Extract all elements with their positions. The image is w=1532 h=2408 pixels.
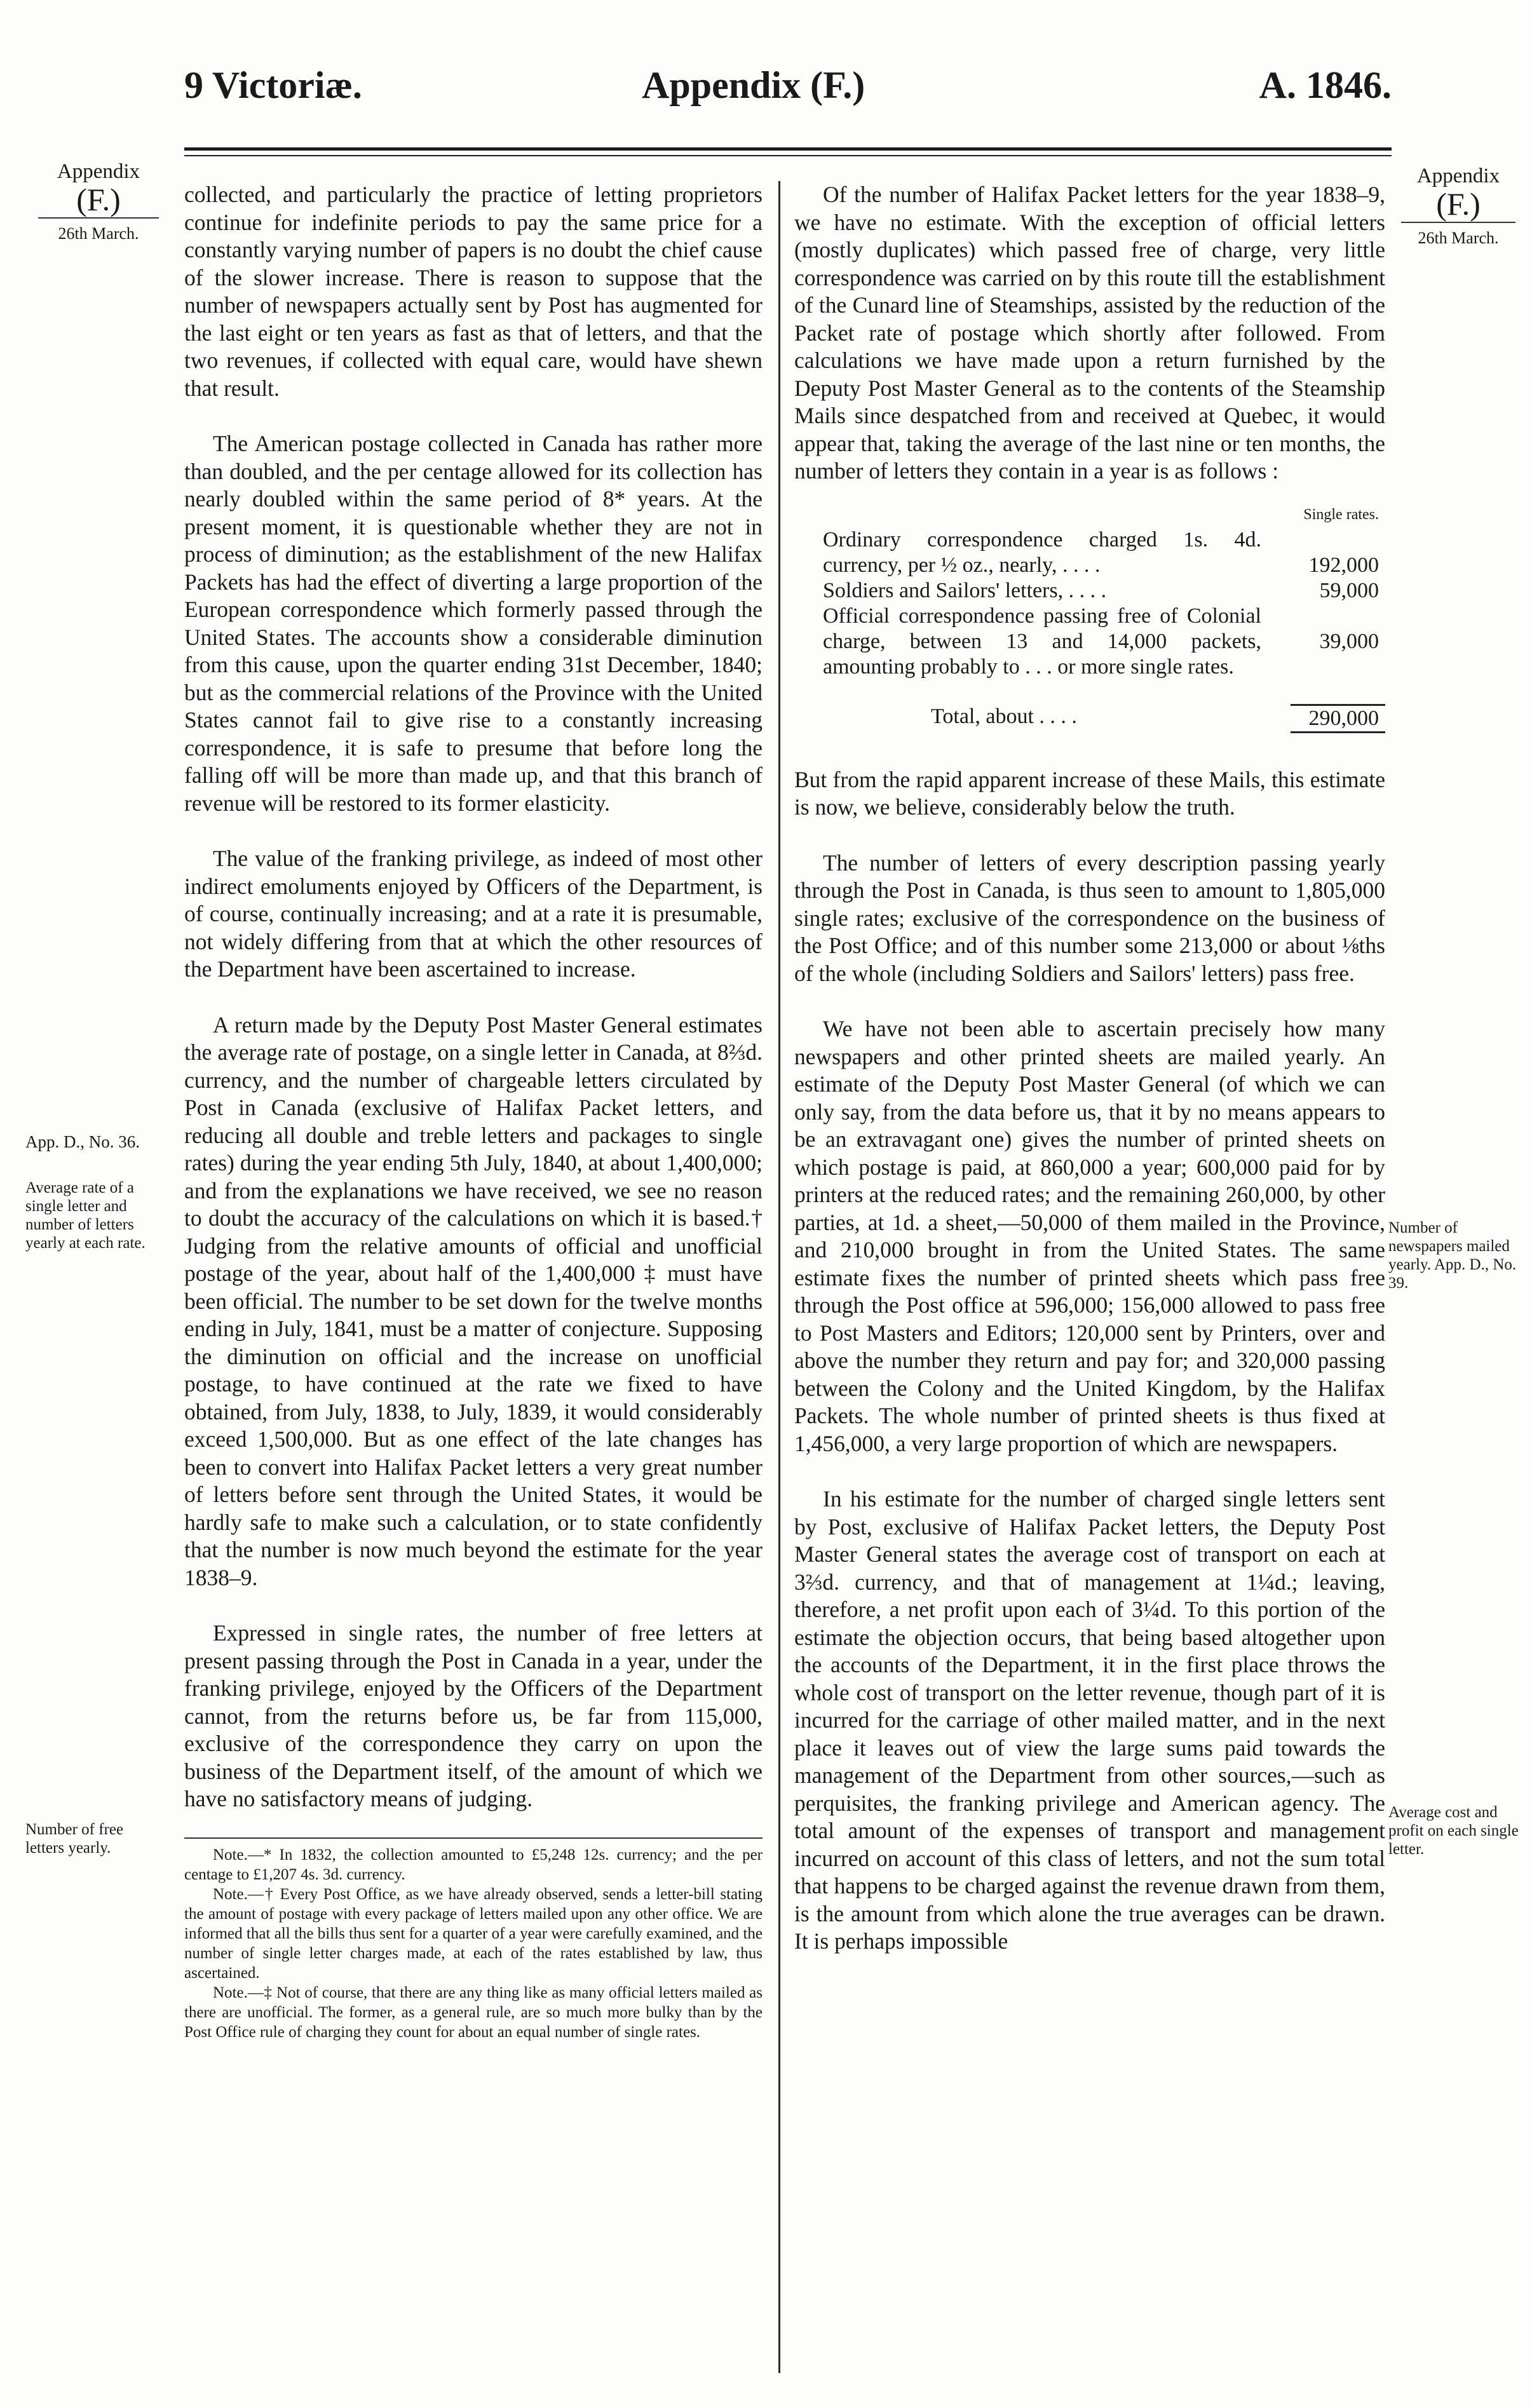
paragraph: Of the number of Halifax Packet letters for the year 1838–9, we have no estimate. With the exception of official letters (mostly duplicates) which passed free of charge, very little correspondence was carried on by this route till the establishment of the Cunard line of Steamships, assisted by the reduction of the Packet rate of postage which shortly after followed. From calculations we have made upon a return furnished by the Deputy Post Master General as to the contents of the Steamship Mails since despatched from and received at Quebec, it would appear that, taking the average of the last nine or ten months, the number of letters they contain in a year is as follows : [794,182,1385,484]
rates-label: Ordinary correspondence charged 1s. 4d. currency, per ½ oz., nearly, . . . . [823,527,1261,577]
rates-label: Soldiers and Sailors' letters, . . . . [823,578,1107,602]
header-rule-thick [184,147,1392,151]
paragraph: But from the rapid apparent increase of these Mails, this estimate is now, we believe, considerably below the truth. [794,766,1385,820]
paragraph: A return made by the Deputy Post Master General estimates the average rate of postage, on a single letter in Canada, at 8⅔d. currency, and the number of chargeable letters circulated by Post in Canada (exclusive of Halifax Packet letters, and reducing all double and treble letters and packages to single rates) during the year ending 5th July, 1840, at about 1,400,000; and from the explanations we have received, we see no reason to doubt the accuracy of the calculations on which it is based.† Judging from the relative amounts of official and unofficial postage of the year, about half of the 1,400,000 ‡ must have been official. The number to be set down for the twelve months ending in July, 1841, must be a matter of conjecture. Supposing the diminution on official and the increase on unofficial postage, to have continued at the rate we fixed to have obtained, from July, 1838, to July, 1839, it would considerably exceed 1,500,000. But as one effect of the late changes has been to convert into Halifax Packet letters a very great number of letters before sent through the United States, it would be hardly safe to make such a calculation, or to state confidently that the number is now much beyond the estimate for the year 1838–9. [184,1011,763,1590]
paragraph: The number of letters of every description passing yearly through the Post in Canada, is thus seen to amount to 1,805,000 single rates; exclusive of the correspondence on the business of the Post Office; and of this number some 213,000 or about ⅛ths of the whole (including Soldiers and Sailors' letters) pass free. [794,849,1385,986]
appendix-letter: (F.) [76,182,121,217]
brace-line [38,217,159,224]
paragraph: Expressed in single rates, the number of free letters at present passing through the Post in Canada in a year, under the franking privilege, enjoyed by the Officers of the Department cannot, from the returns before us, be far from 115,000, exclusive of the correspondence they carry on upon the business of the Department itself, of the amount of which we have no satisfactory means of judging. [184,1620,763,1811]
column-divider [778,181,780,2373]
footnotes [184,1837,763,2042]
paragraph: In his estimate for the number of charged single letters sent by Post, exclusive of Halifax Packet letters, the Deputy Post Master General states the average cost of transport on each at 3⅔d. currency, and that of management at 1¼d.; leaving, therefore, a net profit upon each of 3¼d. To this portion of the estimate the objection occurs, that being based altogether upon the accounts of the Department, it in the first place throws the whole cost of transport on the letter revenue, though part of it is incurred for the carriage of other mailed matter, and in the next place it leaves out of view the large sums paid towards the management of the Department from other sources,—such as perquisites, the franking privilege and American agency. The total amount of the expenses of transport and management incurred on account of this class of letters, and not the sum total that happens to be charged against the revenue drawn from them, is the amount from which alone the true averages can be drawn. It is perhaps impossible [794,1486,1385,1954]
header-right: A. 1846. [1259,64,1392,106]
margin-note-free-letters: Number of free letters yearly. [25,1821,124,1857]
brace-line [1401,222,1515,228]
margin-note-app-d36: App. D., No. 36. [25,1132,140,1151]
margin-left-appendix [25,162,172,243]
rates-label: Official correspondence passing free of Colonial charge, between 13 and 14,000 packets, amounting probably to . . . or more single rates. [823,604,1261,679]
rates-table [823,502,1385,733]
margin-note-average-cost: Average cost and profit on each single letter. [1388,1804,1519,1858]
footnote: Note.—† Every Post Office, as we have already observed, sends a letter-bill stating the amount of postage with every package of letters mailed upon any other office. We are informed that all the bills thus sent for a quarter of a year were carefully examined, and the number of single letter charges made, at each of the rates established by law, thus ascertained. [184,1885,763,1982]
appendix-date: 26th March. [58,224,139,243]
rates-value: 59,000 [1319,578,1379,602]
right-column [794,181,1385,1956]
paragraph: We have not been able to ascertain precisely how many newspapers and other printed sheets are mailed yearly. An estimate of the Deputy Post Master General (of which we can only say, from the data before us, that it by no means appears to be an extravagant one) gives the number of printed sheets on which postage is paid, at 860,000 a year; 600,000 paid for by printers at the reduced rates; and the remaining 260,000, by other parties, at 1d. a sheet,—50,000 of them mailed in the Province, and 210,000 brought in from the United States. The same estimate fixes the number of printed sheets which pass free through the Post office at 596,000; 156,000 allowed to pass free to Post Masters and Editors; 120,000 sent by Printers, over and above the number they return and pay for; and 320,000 passing between the Colony and the United Kingdom, by the Halifax Packets. The whole number of printed sheets is thus fixed at 1,456,000, a very large proportion of which are newspapers. [794,1016,1385,1456]
running-header [184,64,1392,114]
margin-note-newspapers: Number of newspapers mailed yearly. App. D., No. 39. [1388,1219,1517,1292]
header-left: 9 Victoriæ. [184,64,362,106]
rates-value: 192,000 [1308,553,1379,577]
rates-row [823,604,1385,680]
appendix-word: Appendix [1416,165,1500,187]
appendix-word: Appendix [57,160,140,183]
margin-right-appendix [1388,166,1528,248]
header-center: Appendix (F.) [642,64,865,106]
rates-total-label: Total, about . . . . [931,704,1077,728]
rates-total-value: 290,000 [1291,704,1385,733]
margin-note-average-rate: Average rate of a single letter and number of letters yearly at each rate. [25,1179,146,1252]
rates-value: 39,000 [1319,629,1379,653]
paragraph: The American postage collected in Canada has rather more than doubled, and the per centage allowed for its collection has nearly doubled within the same period of 8* years. At the present moment, it is questionable whether they are not in process of diminution; as the establishment of the new Halifax Packets has had the effect of diverting a large proportion of the European correspondence which formerly passed through the United States. The accounts show a considerable diminution from this cause, upon the quarter ending 31st December, 1840; but as the commercial relations of the Province with the United States cannot fail to give rise to a constantly increasing correspondence, it is safe to presume that before long the falling off will be more than made up, and that this branch of revenue will be restored to its former elasticity. [184,431,763,816]
rates-header: Single rates. [1303,506,1379,523]
paragraph: collected, and particularly the practice of letting proprietors continue for indefinite periods to pay the same price for a constantly varying number of papers is no doubt the chief cause of the slower increase. There is reason to suppose that the number of newspapers actually sent by Post has augmented for the last eight or ten years as fast as that of letters, and that the two revenues, if collected with equal care, would have shewn that result. [184,182,763,401]
paragraph: The value of the franking privilege, as indeed of most other indirect emoluments enjoyed by Officers of the Department, is of course, continually increasing; and at a rate it is presumable, not widely differing from that at which the other resources of the Department have been ascertained to increase. [184,846,763,982]
footnote: Note.—* In 1832, the collection amounted to £5,248 12s. currency; and the per centage to £1,207 4s. 3d. currency. [184,1846,763,1883]
header-rule-thin [184,155,1392,156]
rates-row [823,527,1385,578]
left-column [184,181,763,2042]
footnote: Note.—‡ Not of course, that there are any thing like as many official letters mailed as there are unofficial. The former, as a general rule, are so much more bulky than by the Post Office rule of charging they count for about an equal number of single rates. [184,1984,763,2041]
appendix-date: 26th March. [1418,229,1499,247]
rates-total [823,704,1385,733]
rates-row [823,578,1385,604]
appendix-letter: (F.) [1436,186,1481,222]
